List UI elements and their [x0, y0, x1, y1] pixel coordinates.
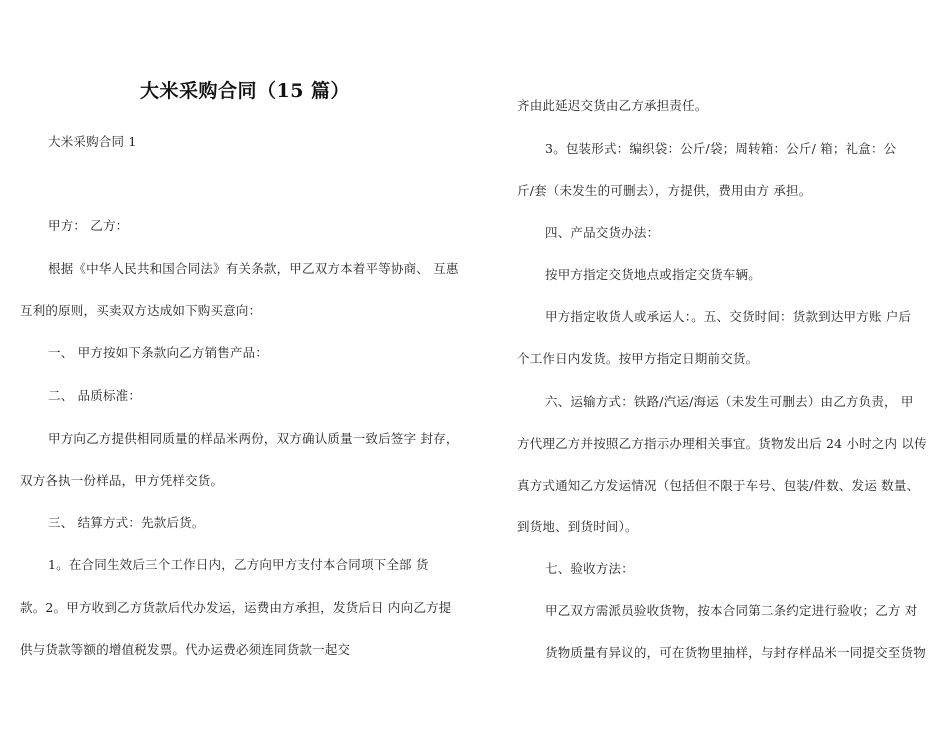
paragraph-line: 按甲方指定交货地点或指定交货车辆。: [545, 267, 761, 282]
paragraph-line: 六、运输方式：铁路/汽运/海运（未发生可删去）由乙方负责， 甲: [545, 394, 914, 409]
paragraph-line: 双方各执一份样品，甲方凭样交货。: [20, 473, 224, 488]
paragraph-line: 1。在合同生效后三个工作日内，乙方向甲方支付本合同项下全部 货: [48, 557, 429, 572]
paragraph-line: 甲方指定收货人或承运人：。五、交货时间：货款到达甲方账 户后: [545, 309, 912, 324]
paragraph-line: 齐由此延迟交货由乙方承担责任。: [517, 98, 708, 113]
paragraph-line: 甲方向乙方提供相同质量的样品米两份，双方确认质量一致后签字 封存，: [48, 431, 459, 446]
paragraph-line: 真方式通知乙方发运情况（包括但不限于车号、包装/件数、发运 数量、: [517, 478, 920, 493]
paragraph-line: 货物质量有异议的，可在货物里抽样，与封存样品米一同提交至货物: [545, 645, 927, 660]
paragraph-line: 二、 品质标准：: [48, 388, 142, 403]
paragraph-line: 斤/套（未发生的可删去），方提供，费用由方 承担。: [517, 183, 812, 198]
paragraph-line: 甲乙双方需派员验收货物，按本合同第二条约定进行验收；乙方 对: [545, 603, 918, 618]
paragraph-line: 甲方： 乙方：: [48, 218, 129, 233]
paragraph-line: 互利的原则，买卖双方达成如下购买意向：: [20, 303, 262, 318]
paragraph-line: 大米采购合同 1: [48, 134, 137, 149]
document-title: 大米采购合同（15 篇）: [140, 80, 351, 102]
paragraph-line: 方代理乙方并按照乙方指示办理相关事宜。货物发出后 24 小时之内 以传: [517, 436, 927, 451]
paragraph-line: 3。包装形式：编织袋：公斤/袋；周转箱：公斤/ 箱；礼盒：公: [545, 141, 897, 156]
paragraph-line: 根据《中华人民共和国合同法》有关条款，甲乙双方本着平等协商、 互惠: [48, 261, 459, 276]
paragraph-line: 个工作日内发货。按甲方指定日期前交货。: [517, 351, 759, 366]
paragraph-line: 到货地、到货时间）。: [517, 519, 638, 534]
paragraph-line: 一、 甲方按如下条款向乙方销售产品：: [48, 345, 269, 360]
paragraph-line: 四、产品交货办法：: [545, 225, 660, 240]
paragraph-line: 款。2。甲方收到乙方货款后代办发运，运费由方承担，发货后日 内向乙方提: [20, 600, 452, 615]
paragraph-line: 供与货款等额的增值税发票。代办运费必须连同货款一起交: [20, 642, 351, 657]
paragraph-line: 七、验收方法：: [545, 561, 634, 576]
paragraph-line: 三、 结算方式：先款后货。: [48, 515, 205, 530]
